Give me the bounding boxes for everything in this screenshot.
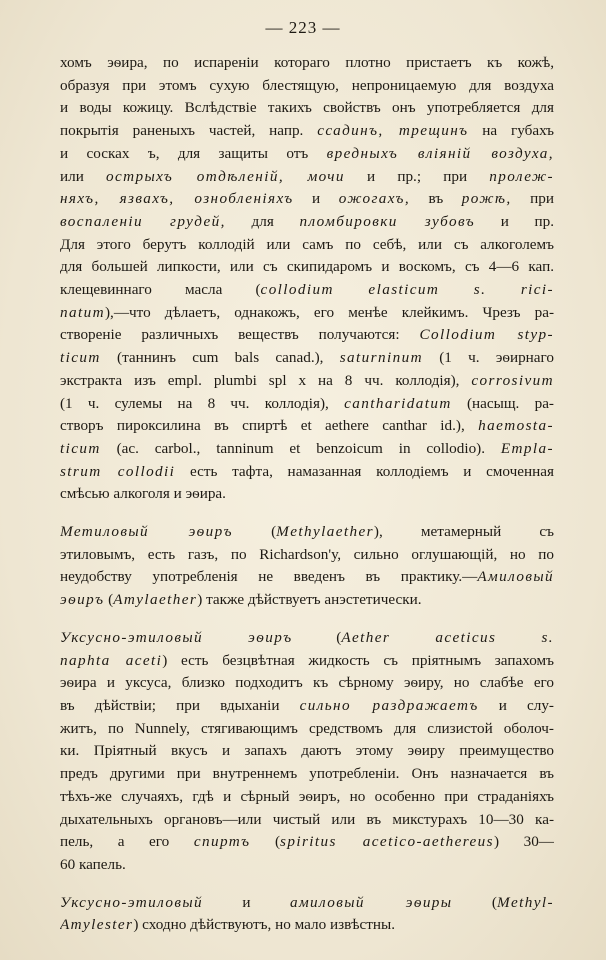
text-line bbox=[60, 166, 554, 189]
spaced-italic-term: strum collodii bbox=[60, 462, 176, 480]
text-line bbox=[60, 854, 554, 877]
text-run: ( bbox=[452, 893, 497, 911]
text-run: житъ, по Nunnely, стягивающимъ средствомъ для слизистой оболоч- bbox=[60, 719, 554, 737]
text-line bbox=[60, 483, 554, 506]
spaced-italic-term: Amylester bbox=[60, 916, 134, 934]
text-run: (1 ч. эѳирнаго bbox=[422, 349, 554, 367]
text-line bbox=[60, 718, 554, 741]
spaced-italic-term: naphta aceti bbox=[60, 651, 163, 669]
paragraph bbox=[60, 521, 554, 612]
spaced-italic-term: ticum bbox=[60, 439, 101, 457]
text-run: и сосках ъ, для защиты отъ bbox=[60, 144, 327, 162]
spaced-italic-term: сильно раздражаетъ bbox=[299, 696, 479, 714]
paragraph bbox=[60, 52, 554, 506]
text-run: 60 капель. bbox=[60, 855, 126, 873]
text-line bbox=[60, 589, 554, 612]
text-line bbox=[60, 279, 554, 302]
text-run: неудобству употребленія не введенъ въ практику.— bbox=[60, 568, 478, 586]
spaced-italic-term: Aether aceticus s. bbox=[341, 628, 554, 646]
text-run: ),—что дѣлаетъ, однакожъ, его менѣе клейкимъ. Чрезъ ра- bbox=[104, 303, 554, 321]
text-line bbox=[60, 650, 554, 673]
spaced-italic-term: cantharidatum bbox=[344, 394, 452, 412]
text-line bbox=[60, 831, 554, 854]
text-run: въ bbox=[410, 190, 462, 208]
text-run: при bbox=[511, 190, 554, 208]
text-line bbox=[60, 809, 554, 832]
text-run: ( bbox=[292, 628, 342, 646]
spaced-italic-term: Methyl- bbox=[496, 893, 554, 911]
text-run: ) 30— bbox=[493, 833, 554, 851]
text-run: ( bbox=[104, 591, 114, 609]
text-run: ( bbox=[250, 833, 281, 851]
text-run: пель, а его bbox=[60, 833, 194, 851]
text-run: (таннинъ cum bals canad.), bbox=[100, 349, 340, 367]
spaced-italic-term: ticum bbox=[60, 349, 101, 367]
text-run: ) есть безцвѣтная жидкость съ пріятнымъ запахомъ bbox=[162, 651, 554, 669]
spaced-italic-term: ожогахъ, bbox=[338, 190, 411, 208]
text-line bbox=[60, 393, 554, 416]
spaced-italic-term: няхъ, язвахъ, ознобленіяхъ bbox=[60, 190, 294, 208]
text-run: или bbox=[60, 167, 106, 185]
text-line bbox=[60, 438, 554, 461]
text-run: эѳира и уксуса, близко подходитъ къ сѣрному эѳиру, но слабѣе его bbox=[60, 674, 554, 692]
spaced-italic-term: Метиловый эѳиръ bbox=[60, 523, 233, 541]
spaced-italic-term: амиловый эѳиры bbox=[289, 893, 453, 911]
text-line bbox=[60, 143, 554, 166]
text-run: (1 ч. сулемы на 8 чч. коллодія), bbox=[60, 394, 345, 412]
spaced-italic-term: corrosivum bbox=[471, 371, 554, 389]
text-line bbox=[60, 914, 554, 937]
spaced-italic-term: эѳиръ bbox=[60, 591, 105, 609]
spaced-italic-term: Methylaether bbox=[276, 523, 374, 541]
text-run: и bbox=[293, 190, 339, 208]
text-run: ( bbox=[232, 523, 277, 541]
spaced-italic-term: Амиловый bbox=[477, 568, 554, 586]
text-run: ) сходно дѣйствуютъ, но мало извѣстны. bbox=[133, 916, 396, 934]
text-line bbox=[60, 786, 554, 809]
text-line bbox=[60, 627, 554, 650]
text-run: тѣхъ-же случаяхъ, гдѣ и сѣрный эѳиръ, но особенно при страданіяхъ bbox=[60, 787, 554, 805]
spaced-italic-term: рожѣ, bbox=[461, 190, 512, 208]
text-line bbox=[60, 302, 554, 325]
text-run: этиловымъ, есть газъ, по Richardson'у, сильно оглушающій, но по bbox=[60, 545, 554, 563]
text-run: ), метамерный съ bbox=[373, 523, 554, 541]
text-line bbox=[60, 461, 554, 484]
spaced-italic-term: Collodium styp- bbox=[419, 326, 554, 344]
text-run: въ дѣйствіи; при вдыханіи bbox=[60, 696, 300, 714]
page-number: — 223 — bbox=[265, 18, 341, 37]
text-run: ки. Пріятный вкусъ и запахъ даютъ этому эѳиру преимущество bbox=[60, 742, 554, 760]
spaced-italic-term: ссадинъ, трещинъ bbox=[317, 122, 469, 140]
paragraph bbox=[60, 627, 554, 877]
text-run: и пр.; при bbox=[344, 167, 490, 185]
text-run: и пр. bbox=[475, 212, 554, 230]
spaced-italic-term: spiritus acetico-aethereus bbox=[280, 833, 494, 851]
text-run: створеніе различныхъ веществъ получаются: bbox=[60, 326, 420, 344]
text-line bbox=[60, 211, 554, 234]
text-line bbox=[60, 120, 554, 143]
text-run: предъ другими при внутреннемъ употребленіи. Онъ назначается въ bbox=[60, 765, 554, 783]
text-line bbox=[60, 521, 554, 544]
text-run: есть тафта, намазанная коллодіемъ и смоченная bbox=[175, 462, 554, 480]
text-run: и воды кожицу. Вслѣдствіе такихъ свойствъ онъ употребляется для bbox=[60, 99, 554, 117]
text-line bbox=[60, 256, 554, 279]
paragraph bbox=[60, 892, 554, 937]
text-run: и слу- bbox=[478, 696, 554, 714]
text-run: (насыщ. ра- bbox=[451, 394, 554, 412]
text-run: для большей липкости, или съ скипидаромъ и воскомъ, съ 4—6 кап. bbox=[60, 258, 554, 276]
text-run: клещевиннаго масла ( bbox=[60, 281, 261, 299]
text-run: смѣсью алкоголя и эѳира. bbox=[60, 485, 226, 503]
spaced-italic-term: спиртъ bbox=[193, 833, 251, 851]
text-run: ) также дѣйствуетъ анэстетически. bbox=[197, 591, 422, 609]
text-run: покрытія раненыхъ частей, напр. bbox=[60, 122, 318, 140]
text-run: створъ пироксилина въ спиртѣ et aethere canthar id.), bbox=[60, 417, 479, 435]
spaced-italic-term: saturninum bbox=[339, 349, 423, 367]
text-run: экстракта изъ empl. plumbi spl x на 8 чч. коллодія), bbox=[60, 371, 472, 389]
spaced-italic-term: Уксусно-этиловый bbox=[60, 893, 204, 911]
text-line bbox=[60, 672, 554, 695]
text-line bbox=[60, 75, 554, 98]
text-line bbox=[60, 415, 554, 438]
text-line bbox=[60, 544, 554, 567]
spaced-italic-term: пролеж- bbox=[489, 167, 554, 185]
text-run: для bbox=[225, 212, 300, 230]
page-body bbox=[60, 52, 554, 937]
spaced-italic-term: natum bbox=[60, 303, 105, 321]
spaced-italic-term: Empla- bbox=[500, 439, 554, 457]
text-line bbox=[60, 892, 554, 915]
text-run: хомъ эѳира, по испареніи котораго плотно пристаетъ къ кожѣ, bbox=[60, 54, 554, 71]
text-line bbox=[60, 234, 554, 257]
spaced-italic-term: collodium elasticum s. rici- bbox=[260, 281, 554, 299]
text-run: образуя при этомъ сухую блестящую, непроницаемую для воздуха bbox=[60, 76, 554, 94]
spaced-italic-term: haemosta- bbox=[478, 417, 554, 435]
spaced-italic-term: острыхъ отдѣленій, мочи bbox=[105, 167, 345, 185]
text-line bbox=[60, 740, 554, 763]
spaced-italic-term: Amylaether bbox=[113, 591, 198, 609]
text-line bbox=[60, 370, 554, 393]
text-run: дыхательныхъ органовъ—или чистый или въ микстурахъ 10—30 ка- bbox=[60, 810, 554, 828]
text-run: и bbox=[203, 893, 290, 911]
spaced-italic-term: пломбировки зубовъ bbox=[299, 212, 476, 230]
text-line bbox=[60, 188, 554, 211]
text-line bbox=[60, 695, 554, 718]
text-line bbox=[60, 763, 554, 786]
text-line bbox=[60, 566, 554, 589]
spaced-italic-term: Уксусно-этиловый эѳиръ bbox=[60, 628, 293, 646]
text-run: (ac. carbol., tanninum et benzoicum in collodio). bbox=[100, 439, 501, 457]
text-line bbox=[60, 97, 554, 120]
text-line bbox=[60, 52, 554, 75]
text-line bbox=[60, 347, 554, 370]
text-run: на губахъ bbox=[468, 122, 554, 140]
text-line bbox=[60, 324, 554, 347]
text-run: Для этого берутъ коллодій или самъ по себѣ, или съ алкоголемъ bbox=[60, 235, 554, 253]
spaced-italic-term: вредныхъ вліяній воздуха, bbox=[326, 144, 554, 162]
spaced-italic-term: воспаленіи грудей, bbox=[60, 212, 226, 230]
